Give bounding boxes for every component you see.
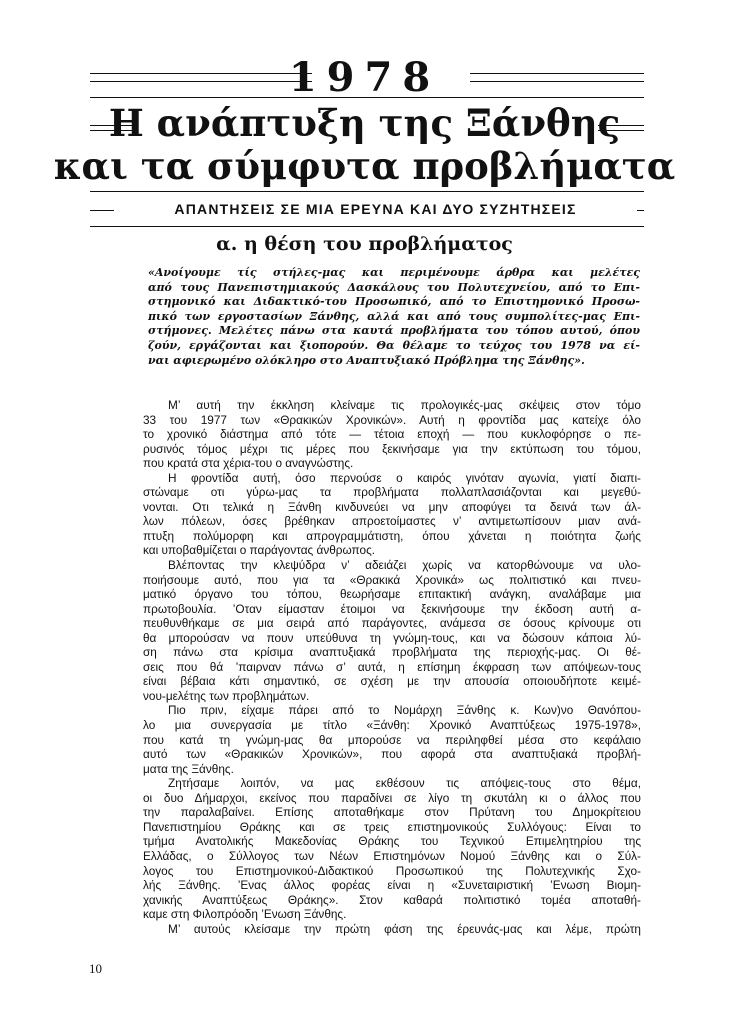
body-line: πτυξη πολύμορφη και απρογραμμάτιστη, όπου χάνεται η ποιότητα ζωής <box>143 528 641 543</box>
section-heading: α. η θέση του προβλήματος <box>216 233 513 255</box>
subtitle-rule-left <box>90 210 114 211</box>
body-line: Πιο πριν, είχαμε πάρει από το Νομάρχη Ξάνθης κ. Κων)νο Θανόπου- <box>168 703 641 718</box>
body-line: λογος του Επιστημονικού-Διδακτικού Προσωπικού της Πολυτεχνικής Σχο- <box>143 863 641 878</box>
quote-line: στημονικό και Διδακτικό-του Προσωπικό, από το Επιστημονικό Προσω- <box>148 295 640 309</box>
body-line: οι δυο Δήμαρχοι, εκείνος που παραδίνει σε λίγο τη σκυτάλη κι ο άλλος που <box>143 790 641 805</box>
body-line: που κρατά στα χέρια-του ο αναγνώστης. <box>143 456 354 471</box>
body-line: ρυσινός τόμος μέχρι τις μέρες που ξεκινήσαμε για την εκτύπωση του τόμου, <box>143 441 641 456</box>
body-line: Πανεπιστημίου Θράκης και σε τρεις επιστημονικούς Συλλόγους: Είναι το <box>143 819 641 834</box>
subtitle: ΑΠΑΝΤΗΣΕΙΣ ΣΕ ΜΙΑ ΕΡΕΥΝΑ ΚΑΙ ΔΥΟ ΣΥΖΗΤΗΣΕΙΣ <box>174 201 577 217</box>
body-line: ματα της Ξάνθης. <box>143 761 234 776</box>
body-line: πευθυνθήκαμε σε μια σειρά από παράγοντες, ανάμεσα σε όσους κρίνουμε οτι <box>143 616 641 631</box>
quote-line: ναι αφιερωμένο ολόκληρο στο Αναπτυξιακό Πρόβλημα της Ξάνθης». <box>148 353 585 367</box>
body-line: νου-μελέτης των προβλημάτων. <box>143 688 310 703</box>
body-line: λής Ξάνθης. ’Ενας άλλος φορέας είναι η «Συνεταιριστική ’Ενωση Βιομη- <box>143 878 641 893</box>
body-line: 33 του 1977 των «Θρακικών Χρονικών». Αυτή η φροντίδα μας κατείχε όλο <box>143 412 641 427</box>
body-line: Μ’ αυτούς κλείσαμε την πρώτη φάση της έρευνάς-μας και λέμε, πρώτη <box>168 921 641 936</box>
body-line: το χρονικό διάστημα από τότε — τέτοια εποχή — που κυκλοφόρησε ο πε- <box>143 427 641 442</box>
page-number: 10 <box>89 961 102 976</box>
body-line: Ζητήσαμε λοιπόν, να μας εκθέσουν τις απόψεις-τους στο θέμα, <box>168 776 641 791</box>
body-line: τμήμα Ανατολικής Μακεδονίας Θράκης του Τεχνικού Επιμελητηρίου της <box>143 834 641 849</box>
header-rule <box>90 97 644 98</box>
article-body <box>143 398 641 936</box>
body-line: ματικό όργανο του τόπου, θεωρήσαμε επιτακτική ανάγκη, αναλάβαμε μια <box>143 587 641 602</box>
body-line: ποιήσουμε αυτό, που για τα «Θρακικά Χρονικά» ως πολιτιστικό και πνευ- <box>143 572 641 587</box>
quote-line: πικό των εργοστασίων Ξάνθης, αλλά και από τους συμπολίτες-μας Επι- <box>148 309 640 323</box>
body-line: που κατά τη γνώμη-μας θα μπορούσε να περιληφθεί μέσα στο κεφάλαιο <box>143 732 641 747</box>
body-line: σεις που θά ’παιρναν πάνω σ’ αυτά, η επίσημη έκφραση των απόψεων-τους <box>143 659 641 674</box>
body-line: καμε στη Φιλοπρόοδη ’Ενωση Ξάνθης. <box>143 907 347 922</box>
body-line: λων πόλεων, όσες βρέθηκαν απροετοίμαστες ν’ αντιμετωπίσουν μιαν ανά- <box>143 514 641 529</box>
subtitle-rule-bottom <box>90 226 644 227</box>
quote-line: «Ανοίγουμε τίς στήλες-μας και περιμένουμε άρθρα και μελέτες <box>148 266 640 279</box>
intro-quote <box>148 266 640 368</box>
body-line: λο μια συνεργασία με τίτλο «Ξάνθη: Χρονικό Αναπτύξεως 1975-1978», <box>143 718 641 733</box>
body-line: θα μπορούσαν να πουν υπεύθυνα τη γνώμη-τους, και να δώσουν κάποια λύ- <box>143 630 641 645</box>
title-line-2: και τα σύμφυτα προβλήματα <box>53 144 676 188</box>
subtitle-rule-top <box>90 191 644 192</box>
body-line: την παραλαβαίνει. Επίσης αποταθήκαμε στον Πρύτανη του Δημοκρίτειου <box>143 805 641 820</box>
quote-line: ζούν, εργάζονται και ξιοπορούν. Θα θέλαμε το τεύχος του 1978 να εί- <box>148 338 640 352</box>
body-line: στώναμε οτι γύρω-μας τα προβλήματα πολλαπλασιάζονται και μεγεθύ- <box>143 485 641 500</box>
title-line-1: Η ανάπτυξη της Ξάνθης <box>108 101 621 145</box>
body-line: Ελλάδας, ο Σύλλογος των Νέων Επιστημόνων Νομού Ξάνθης και ο Σύλ- <box>143 848 641 863</box>
body-line: αυτό των «Θρακικών Χρονικών», που αφορά στα αναπτυξιακά προβλή- <box>143 747 641 762</box>
subtitle-rule-right <box>637 210 644 211</box>
body-line: νονται. Οτι τελικά η Ξάνθη κινδυνεύει να μην αποφύγει τα δεινά των άλ- <box>143 499 641 514</box>
body-line: Βλέποντας την κλεψύδρα ν’ αδειάζει χωρίς να κατορθώνουμε να υλο- <box>168 558 641 573</box>
quote-line: στήμονες. Μελέτες πάνω στα καυτά προβλήματα του τόπου αυτού, όπου <box>148 324 640 338</box>
year-heading: 1978 <box>288 54 441 101</box>
quote-line: από τους Πανεπιστημιακούς Δασκάλους του Πολυτεχνείου, από το Επι- <box>148 280 640 294</box>
body-line: ση πάνω στα κρίσιμα αναπτυξιακά προβλήματα της περιοχής-μας. Οι θέ- <box>143 645 641 660</box>
body-line: Η φροντίδα αυτή, όσο περνούσε ο καιρός γινόταν αγωνία, γιατί διαπι- <box>168 470 641 485</box>
body-line: Μ’ αυτή την έκκληση κλείναμε τις προλογικές-μας σκέψεις στον τόμο <box>168 398 641 412</box>
body-line: πρωτοβουλία. ’Οταν είμασταν έτοιμοι να ξεκινήσουμε την έκδοση αυτή α- <box>143 601 641 616</box>
body-line: χανικής Αναπτύξεως Θράκης». Στον καθαρά πολιτιστικό τομέα αποταθή- <box>143 892 641 907</box>
body-line: και υποβαθμίζεται ο παράγοντας άνθρωπος. <box>143 543 376 558</box>
body-line: είναι βέβαια κάτι σημαντικό, σε σχέση με την απουσία οποιουδήποτε κειμέ- <box>143 674 641 689</box>
